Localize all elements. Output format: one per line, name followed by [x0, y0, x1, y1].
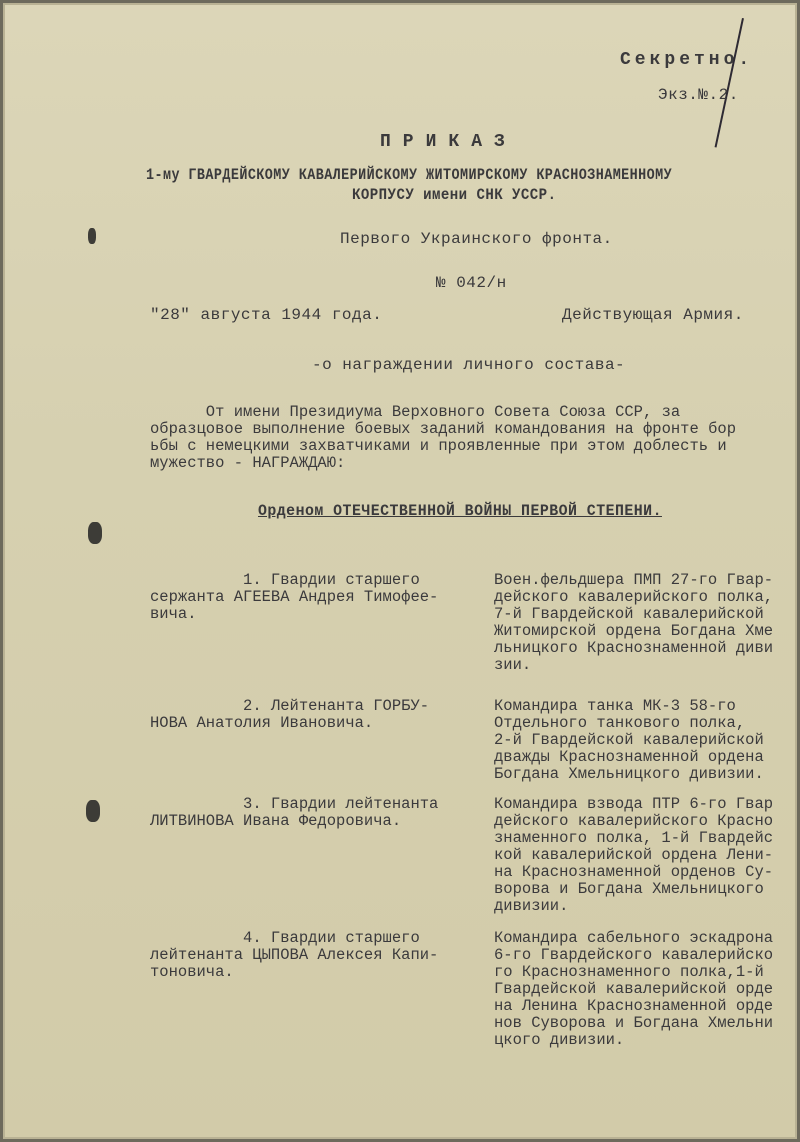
awardee-position: Командира взвода ПТР 6-го Гвар дейского кавалерийского Красно знаменного полка, 1-й Гвардейс кой кавалерийской ордена Лени- на Краснознаменной орденов Су- ворова и Богдана Хмельницкого дивизии.: [494, 795, 774, 915]
handwritten-mark: [715, 18, 744, 148]
awardee-position: Воен.фельдшера ПМП 27-го Гвар- дейского кавалерийского полка, 7-й Гвардейской кавалерийской Житомирской ордена Богдана Хме льницкого Краснознаменной диви зии.: [494, 571, 774, 674]
secret-stamp: Секретно.: [620, 50, 754, 70]
heading-line-1: 1-му ГВАРДЕЙСКОМУ КАВАЛЕРИЙСКОМУ ЖИТОМИРСКОМУ КРАСНОЗНАМЕННОМУ: [146, 166, 673, 184]
awardee-position: Командира танка МК-3 58-го Отдельного танкового полка, 2-й Гвардейской кавалерийской дважды Краснознаменной ордена Богдана Хмельницкого дивизии.: [494, 697, 764, 783]
order-number: № 042/н: [436, 274, 507, 292]
awardee-name: 4. Гвардии старшего лейтенанта ЦЫПОВА Алексея Капи- тоновича.: [150, 929, 439, 981]
order-subject: -о награждении личного состава-: [312, 356, 626, 374]
copy-number: Экз.№.2.: [658, 86, 739, 104]
awardee-name: 1. Гвардии старшего сержанта АГЕЕВА Андрея Тимофее- вича.: [150, 571, 439, 623]
punch-hole-mark: [86, 800, 100, 822]
order-date: "28" августа 1944 года.: [150, 306, 383, 324]
awardee-name: 3. Гвардии лейтенанта ЛИТВИНОВА Ивана Федоровича.: [150, 795, 439, 830]
punch-hole-mark: [88, 522, 102, 544]
preamble-text: От имени Президиума Верховного Совета Союза ССР, за образцовое выполнение боевых заданий командования на фронте бор ьбы с немецкими захватчиками и проявленные при этом доблесть и мужество - НАГРАЖДАЮ:: [150, 403, 736, 472]
army-location: Действующая Армия.: [562, 306, 744, 324]
document-title: ПРИКАЗ: [380, 132, 517, 152]
heading-line-2: КОРПУСУ имени СНК УССР.: [352, 186, 557, 204]
awardee-name: 2. Лейтенанта ГОРБУ- НОВА Анатолия Ивановича.: [150, 697, 430, 732]
front-name: Первого Украинского фронта.: [340, 230, 613, 248]
awardee-position: Командира сабельного эскадрона 6-го Гвардейского кавалерийско го Краснознаменного полка,1-й Гвардейской кавалерийской орде на Ленина Краснознаменной орде нов Суворова и Богдана Хмельни цкого дивизии.: [494, 929, 774, 1049]
order-award-name: Орденом ОТЕЧЕСТВЕННОЙ ВОЙНЫ ПЕРВОЙ СТЕПЕНИ.: [258, 502, 662, 520]
punch-hole-mark: [88, 228, 96, 244]
